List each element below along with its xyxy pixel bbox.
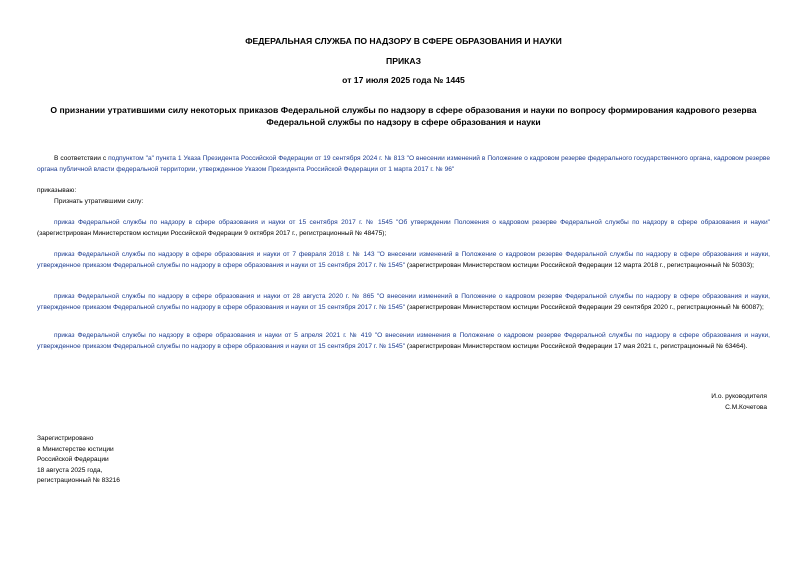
order-link-143[interactable]: приказ Федеральной службы по надзору в сфере образования и науки от 7 февраля 2018 г. № 143 "О внесении изменений в Положение о кадровом резерве Федеральной службы по надзору в сфере образования и науки, утвержденное приказом Федеральной службы по надзору в сфере образования и науки от 15 сентября 2017 г. № 1545" [37, 251, 770, 269]
registration-block [37, 434, 120, 487]
order-registration-note: (зарегистрирован Министерством юстиции Российской Федерации 12 марта 2018 г., регистрационный № 50303); [405, 261, 755, 269]
list-item [37, 331, 770, 352]
order-link-419[interactable]: приказ Федеральной службы по надзору в сфере образования и науки от 5 апреля 2021 г. № 419 "О внесении изменения в Положение о кадровом резерве Федеральной службы по надзору в сфере образования и науки, утвержденное приказом Федеральной службы по надзору в сфере образования и науки от 15 сентября 2017 г. № 1545" [37, 332, 770, 350]
document-date-number: от 17 июля 2025 года № 1445 [342, 75, 465, 85]
signatory-name: С.М.Кочетова [725, 403, 767, 411]
registration-line: Российской Федерации [37, 456, 109, 463]
preamble-link[interactable]: подпунктом "а" пункта 1 Указа Президента Российской Федерации от 19 сентября 2024 г. № 813 "О внесении изменений в Положение о кадровом резерве федерального государственного органа, кадровом резерве органа публичной власти федеральной территории, утвержденное Указом Президента Российской Федерации от 1 марта 2017 г. № 96" [37, 155, 770, 173]
registration-date: 18 августа 2025 года, [37, 466, 103, 474]
agency-heading: ФЕДЕРАЛЬНАЯ СЛУЖБА ПО НАДЗОРУ В СФЕРЕ ОБРАЗОВАНИЯ И НАУКИ [245, 36, 562, 46]
order-registration-note: (зарегистрирован Министерством юстиции Российской Федерации 17 мая 2021 г., регистрационный № 63464). [405, 342, 748, 350]
order-link-1545[interactable]: приказ Федеральной службы по надзору в сфере образования и науки от 15 сентября 2017 г. № 1545 "Об утверждении Положения о кадровом резерве Федеральной службы по надзору в сфере образования и науки" [54, 219, 770, 226]
document-title: О признании утратившими силу некоторых приказов Федеральной службы по надзору в сфере образования и науки по вопросу формирования кадрового резерва Федеральной службы по надзору в сфере образования и науки [50, 105, 757, 127]
registration-number: регистрационный № 83216 [37, 477, 120, 484]
list-item [37, 292, 770, 313]
orders-word: приказываю: [37, 187, 77, 194]
order-registration-note: (зарегистрирован Министерством юстиции Российской Федерации 29 сентября 2020 г., регистрационный № 60087); [405, 303, 764, 311]
signature-block [711, 392, 767, 413]
registration-line: в Министерстве юстиции [37, 445, 114, 453]
preamble-paragraph [37, 154, 770, 175]
list-item [37, 218, 770, 239]
recognize-invalid-line: Признать утратившими силу: [54, 198, 144, 205]
document-type: ПРИКАЗ [386, 56, 421, 66]
signatory-position: И.о. руководителя [711, 393, 767, 400]
registration-line: Зарегистрировано [37, 435, 94, 442]
preamble-prefix: В соответствии с [54, 155, 109, 162]
order-registration-note: (зарегистрирован Министерством юстиции Российской Федерации 9 октября 2017 г., регистрационный № 48475); [37, 229, 387, 237]
order-link-865[interactable]: приказ Федеральной службы по надзору в сфере образования и науки от 28 августа 2020 г. № 865 "О внесении изменений в Положение о кадровом резерве Федеральной службы по надзору в сфере образования и науки, утвержденное приказом Федеральной службы по надзору в сфере образования и науки от 15 сентября 2017 г. № 1545" [37, 293, 770, 311]
list-item [37, 250, 770, 271]
